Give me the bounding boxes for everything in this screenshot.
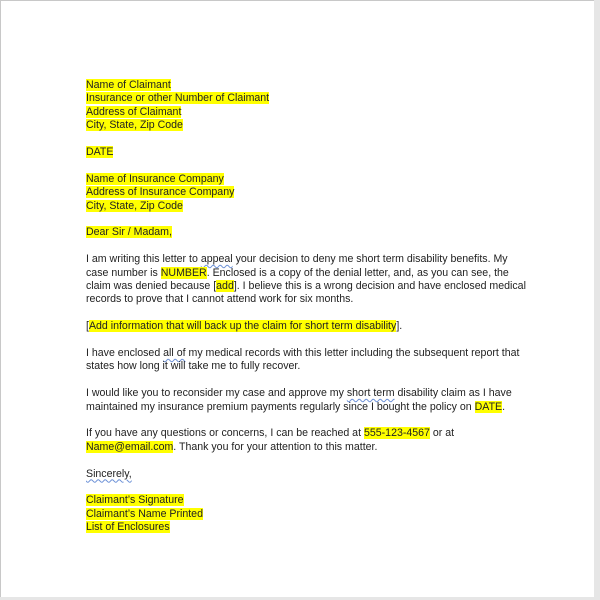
additional-info-placeholder: Add information that will back up the claim for short term disability xyxy=(88,320,397,333)
paragraph-appeal: I am writing this letter to appeal your decision to deny me short term disability benefits. My case number is NUMBER. Enclosed is a copy of the denial letter, and, as you can see, the claim was denied because [add]. I believe this is a wrong decision and have enclosed medical records to prove that I cannot attend work for six months. xyxy=(86,253,526,306)
claimant-address: Address of Claimant xyxy=(86,105,182,118)
claimant-number: Insurance or other Number of Claimant xyxy=(86,92,270,105)
paragraph-reconsider: I would like you to reconsider my case and approve my short term disability claim as I have maintained my insurance premium payments regularly since I bought the policy on DATE. xyxy=(86,387,512,413)
paragraph-records: I have enclosed all of my medical records with this letter including the subsequent report that states how long it will take me to fully recover. xyxy=(86,347,520,373)
case-number-placeholder: NUMBER xyxy=(160,266,207,279)
policy-date-placeholder: DATE xyxy=(474,400,503,413)
claimant-printed-name: Claimant’s Name Printed xyxy=(86,507,203,520)
signature-block xyxy=(86,494,526,534)
claimant-signature: Claimant’s Signature xyxy=(86,494,184,507)
enclosures-list: List of Enclosures xyxy=(86,521,170,534)
page-border-top xyxy=(0,0,600,1)
phrase-all-of: all of xyxy=(163,347,186,360)
insurer-address: Address of Insurance Company xyxy=(86,186,235,199)
salutation: Dear Sir / Madam, xyxy=(86,226,172,239)
word-appeal: appeal xyxy=(200,253,233,266)
paragraph-contact: If you have any questions or concerns, I can be reached at 555-123-4567 or at Name@email.com. Thank you for your attention to this matter. xyxy=(86,427,455,453)
letter-date: DATE xyxy=(86,146,114,159)
closing: Sincerely, xyxy=(86,467,132,480)
insurer-address-block xyxy=(86,173,526,213)
page-shadow-right xyxy=(594,0,600,600)
page-border-left xyxy=(0,0,1,600)
insurer-name: Name of Insurance Company xyxy=(86,172,224,185)
insurer-city: City, State, Zip Code xyxy=(86,199,183,212)
letter-body[interactable] xyxy=(86,79,526,535)
paragraph-additional-info: [Add information that will back up the claim for short term disability]. xyxy=(86,320,403,333)
phrase-short-term: short term xyxy=(346,387,395,400)
claimant-city: City, State, Zip Code xyxy=(86,119,183,132)
claimant-name: Name of Claimant xyxy=(86,79,171,91)
email-placeholder: Name@email.com xyxy=(86,440,174,453)
phone-placeholder: 555-123-4567 xyxy=(363,427,430,440)
claimant-address-block xyxy=(86,79,526,133)
denial-reason-placeholder: add xyxy=(216,280,234,293)
